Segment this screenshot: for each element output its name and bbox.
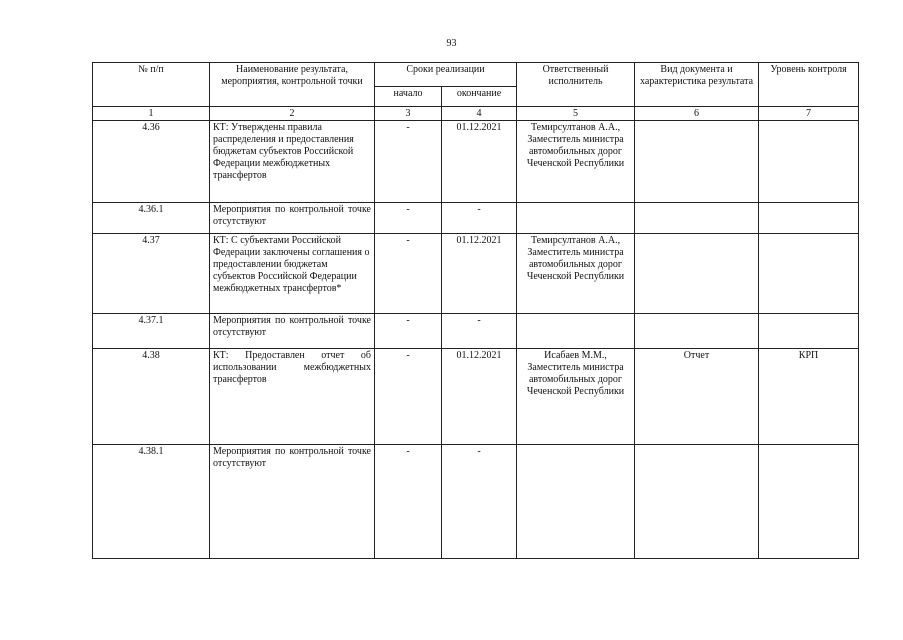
row-start: - xyxy=(375,445,442,559)
header-col-doc: Вид документа и характеристика результата xyxy=(635,63,759,107)
row-end: 01.12.2021 xyxy=(442,234,517,314)
header-col-terms: Сроки реализации xyxy=(375,63,517,87)
row-responsible: Темирсултанов А.А., Заместитель министра автомобильных дорог Чеченской Республики xyxy=(517,121,635,203)
row-doc xyxy=(635,203,759,234)
header-col-no: № п/п xyxy=(93,63,210,107)
row-end: - xyxy=(442,203,517,234)
row-control: КРП xyxy=(759,349,859,445)
row-end: 01.12.2021 xyxy=(442,121,517,203)
row-control xyxy=(759,121,859,203)
row-end: - xyxy=(442,314,517,349)
row-control xyxy=(759,445,859,559)
header-col-control: Уровень контроля xyxy=(759,63,859,107)
table-row xyxy=(93,203,859,234)
row-doc: Отчет xyxy=(635,349,759,445)
column-number: 4 xyxy=(442,107,517,121)
row-doc xyxy=(635,314,759,349)
header-col-start: начало xyxy=(375,87,442,107)
column-number-row xyxy=(93,107,859,121)
row-start: - xyxy=(375,121,442,203)
row-number: 4.37 xyxy=(93,234,210,314)
row-doc xyxy=(635,445,759,559)
row-name: КТ: Предоставлен отчет об использовании межбюджетных трансфертов xyxy=(210,349,375,445)
header-col-name: Наименование результата, мероприятия, контрольной точки xyxy=(210,63,375,107)
table-row xyxy=(93,314,859,349)
plan-table xyxy=(92,62,859,559)
header-col-responsible: Ответственный исполнитель xyxy=(517,63,635,107)
table-row xyxy=(93,445,859,559)
table-row xyxy=(93,121,859,203)
row-responsible xyxy=(517,314,635,349)
row-number: 4.37.1 xyxy=(93,314,210,349)
column-number: 7 xyxy=(759,107,859,121)
row-name: Мероприятия по контрольной точке отсутствуют xyxy=(210,203,375,234)
column-number: 6 xyxy=(635,107,759,121)
page-number: 93 xyxy=(446,38,457,49)
row-end: 01.12.2021 xyxy=(442,349,517,445)
row-responsible xyxy=(517,203,635,234)
row-start: - xyxy=(375,203,442,234)
row-responsible: Темирсултанов А.А., Заместитель министра автомобильных дорог Чеченской Республики xyxy=(517,234,635,314)
row-number: 4.36 xyxy=(93,121,210,203)
row-name: Мероприятия по контрольной точке отсутствуют xyxy=(210,445,375,559)
row-number: 4.38 xyxy=(93,349,210,445)
row-name: Мероприятия по контрольной точке отсутствуют xyxy=(210,314,375,349)
row-start: - xyxy=(375,234,442,314)
column-number: 5 xyxy=(517,107,635,121)
row-start: - xyxy=(375,349,442,445)
table-row xyxy=(93,349,859,445)
row-doc xyxy=(635,121,759,203)
row-number: 4.38.1 xyxy=(93,445,210,559)
row-responsible: Исабаев М.М., Заместитель министра автомобильных дорог Чеченской Республики xyxy=(517,349,635,445)
row-name: КТ: С субъектами Российской Федерации заключены соглашения о предоставлении бюджетам субъектов Российской Федерации межбюджетных трансфертов* xyxy=(210,234,375,314)
row-responsible xyxy=(517,445,635,559)
row-control xyxy=(759,234,859,314)
row-start: - xyxy=(375,314,442,349)
row-number: 4.36.1 xyxy=(93,203,210,234)
header-col-end: окончание xyxy=(442,87,517,107)
table-row xyxy=(93,234,859,314)
row-doc xyxy=(635,234,759,314)
row-end: - xyxy=(442,445,517,559)
column-number: 3 xyxy=(375,107,442,121)
row-name: КТ: Утверждены правила распределения и предоставления бюджетам субъектов Российской Федерации межбюджетных трансфертов xyxy=(210,121,375,203)
row-control xyxy=(759,314,859,349)
column-number: 2 xyxy=(210,107,375,121)
column-number: 1 xyxy=(93,107,210,121)
row-control xyxy=(759,203,859,234)
